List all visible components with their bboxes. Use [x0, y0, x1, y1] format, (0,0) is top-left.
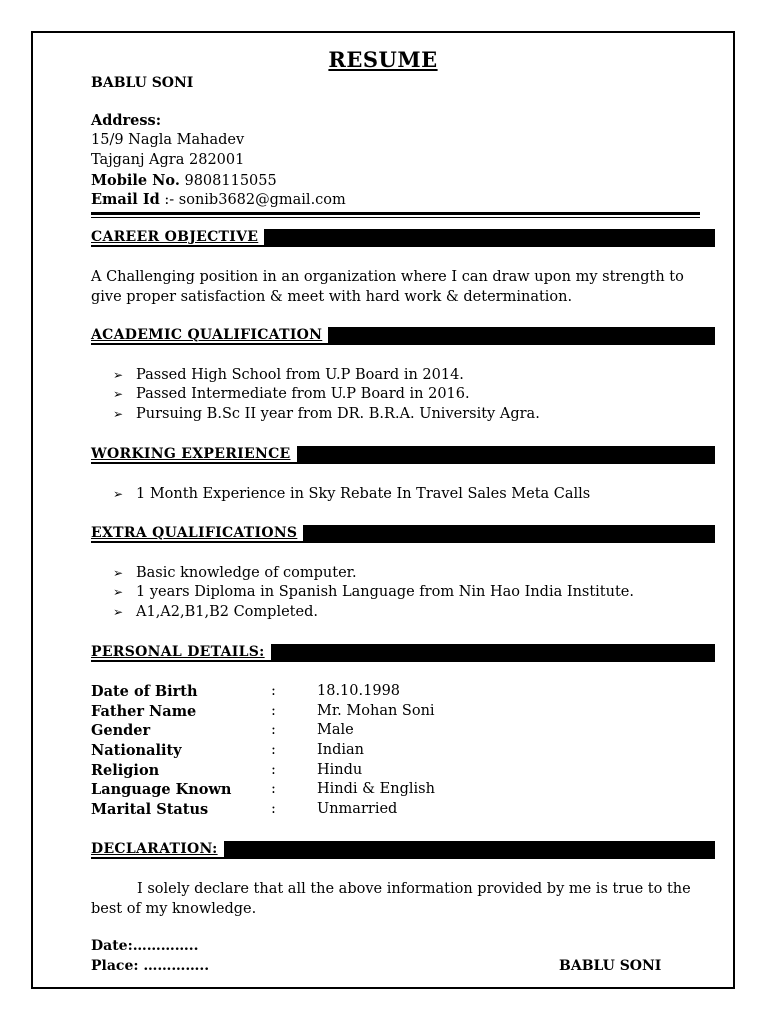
section-academic-qualification: [91, 327, 715, 345]
address-line-1: 15/9 Nagla Mahadev: [91, 132, 245, 148]
personal-value-marital: Unmarried: [317, 801, 398, 817]
personal-label-gender: Gender: [91, 722, 151, 739]
section-heading: WORKING EXPERIENCE: [91, 446, 297, 462]
bullet-arrow-icon: ➢: [113, 387, 124, 401]
section-heading: DECLARATION:: [91, 841, 224, 857]
section-career-objective: [91, 229, 715, 247]
signature-name: BABLU SONI: [559, 958, 662, 974]
list-item: ➢ A1,A2,B1,B2 Completed.: [113, 604, 318, 620]
career-objective-text: A Challenging position in an organization where I can draw upon my strength to give proper satisfaction & meet with hard work & determination.: [91, 269, 684, 305]
list-item: ➢ Basic knowledge of computer.: [113, 565, 357, 581]
personal-label-nationality: Nationality: [91, 742, 182, 759]
section-personal-details: [91, 644, 715, 662]
personal-separator: :: [271, 762, 276, 778]
personal-separator: :: [271, 742, 276, 758]
personal-label-father: Father Name: [91, 703, 197, 720]
personal-separator: :: [271, 722, 276, 738]
declaration-text: I solely declare that all the above information provided by me is true to the best of my knowledge.: [91, 881, 691, 917]
date-label: Date:…………..: [91, 938, 199, 954]
personal-label-dob: Date of Birth: [91, 683, 198, 700]
candidate-name: BABLU SONI: [91, 75, 194, 91]
section-heading: EXTRA QUALIFICATIONS: [91, 525, 303, 541]
mobile-label: Mobile No.: [91, 172, 180, 189]
page-title: RESUME: [328, 47, 438, 72]
section-extra-qualifications: [91, 525, 715, 543]
address-label: Address:: [91, 112, 162, 129]
list-item: ➢ Passed Intermediate from U.P Board in 2016.: [113, 386, 470, 402]
personal-value-language: Hindi & English: [317, 781, 435, 797]
bullet-arrow-icon: ➢: [113, 566, 124, 580]
section-heading: CAREER OBJECTIVE: [91, 229, 264, 245]
resume-page: [31, 31, 735, 989]
section-declaration: [91, 841, 715, 859]
list-item: ➢ Pursuing B.Sc II year from DR. B.R.A. University Agra.: [113, 406, 540, 422]
mobile-value: 9808115055: [184, 173, 277, 189]
mobile-row: [91, 172, 277, 189]
personal-value-dob: 18.10.1998: [317, 683, 401, 699]
bullet-arrow-icon: ➢: [113, 585, 124, 599]
list-item: ➢ 1 Month Experience in Sky Rebate In Travel Sales Meta Calls: [113, 486, 591, 502]
personal-separator: :: [271, 683, 276, 699]
section-working-experience: [91, 446, 715, 464]
list-item: ➢ Passed High School from U.P Board in 2014.: [113, 367, 464, 383]
bullet-arrow-icon: ➢: [113, 368, 124, 382]
bullet-arrow-icon: ➢: [113, 407, 124, 421]
personal-label-marital: Marital Status: [91, 801, 209, 818]
header-divider-thick: [91, 212, 700, 215]
personal-separator: :: [271, 801, 276, 817]
personal-label-religion: Religion: [91, 762, 160, 779]
bullet-arrow-icon: ➢: [113, 487, 124, 501]
personal-separator: :: [271, 703, 276, 719]
place-label: Place: …………..: [91, 958, 210, 974]
email-label: Email Id: [91, 191, 160, 208]
personal-value-religion: Hindu: [317, 762, 363, 778]
email-row: [91, 191, 346, 208]
list-item: ➢ 1 years Diploma in Spanish Language from Nin Hao India Institute.: [113, 584, 634, 600]
personal-value-gender: Male: [317, 722, 354, 738]
personal-separator: :: [271, 781, 276, 797]
personal-label-language: Language Known: [91, 781, 232, 798]
section-heading: PERSONAL DETAILS:: [91, 644, 271, 660]
section-heading: ACADEMIC QUALIFICATION: [91, 327, 328, 343]
header-divider-thin: [91, 217, 700, 218]
address-line-2: Tajganj Agra 282001: [91, 152, 245, 168]
personal-value-father: Mr. Mohan Soni: [317, 703, 435, 719]
email-value: :- sonib3682@gmail.com: [164, 192, 346, 208]
personal-value-nationality: Indian: [317, 742, 364, 758]
bullet-arrow-icon: ➢: [113, 605, 124, 619]
